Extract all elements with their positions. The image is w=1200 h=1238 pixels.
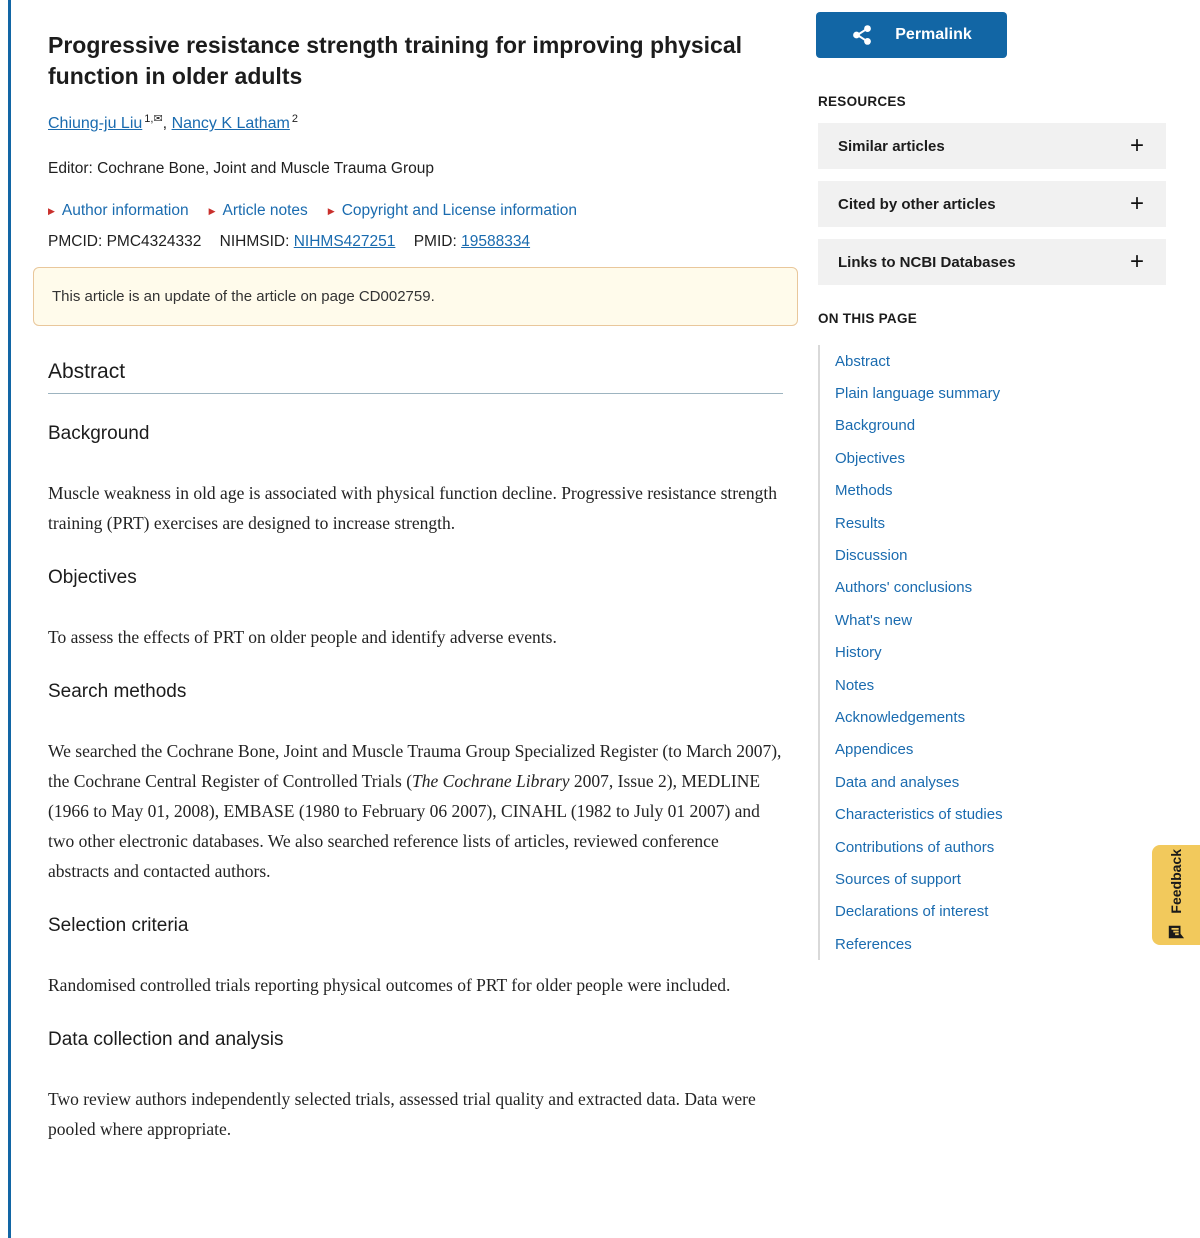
- article-title: Progressive resistance strength training for improving physical function in older adults: [48, 32, 743, 89]
- nav-link-plain-language-summary[interactable]: Plain language summary: [835, 385, 1001, 403]
- nav-item: [835, 377, 1166, 409]
- nav-item: [835, 604, 1166, 636]
- nav-link-discussion[interactable]: Discussion: [835, 547, 908, 565]
- nav-item: [835, 475, 1166, 507]
- nav-item: [835, 896, 1166, 928]
- section-text-selection-criteria: Randomised controlled trials reporting physical outcomes of PRT for older people were included.: [48, 975, 731, 996]
- accordion-label: Similar articles: [838, 137, 945, 155]
- nav-item: [835, 863, 1166, 895]
- on-this-page-nav: [818, 345, 1166, 960]
- triangle-marker-icon: ▶: [327, 205, 335, 216]
- plus-icon: +: [1129, 190, 1144, 217]
- feedback-label: Feedback: [1168, 849, 1184, 914]
- feedback-form-icon: [1167, 923, 1185, 941]
- editor-line: Editor: Cochrane Bone, Joint and Muscle Trauma Group: [48, 160, 434, 178]
- author-information-toggle[interactable]: [48, 202, 189, 220]
- article-identifiers: [48, 233, 783, 251]
- permalink-label: Permalink: [895, 26, 972, 43]
- update-notice-banner: This article is an update of the article on page CD002759.: [33, 267, 798, 326]
- nav-item: [835, 539, 1166, 571]
- nav-item: [835, 345, 1166, 377]
- accordion-cited-by[interactable]: [818, 181, 1166, 227]
- article-main-column: [48, 0, 783, 1144]
- section-text-background: Muscle weakness in old age is associated with physical function decline. Progressive resistance strength training (PRT) exercises are designed to increase strength.: [48, 483, 777, 534]
- page-accent-bar: [8, 0, 11, 1238]
- author-affiliation-sup: 2: [291, 113, 298, 125]
- section-heading-search-methods: Search methods: [48, 681, 187, 703]
- accordion-similar-articles[interactable]: [818, 123, 1166, 169]
- section-heading-objectives: Objectives: [48, 567, 137, 589]
- accordion-label: Links to NCBI Databases: [838, 253, 1016, 271]
- pmid-label: PMID:: [413, 233, 457, 251]
- pmid-link[interactable]: 19588334: [461, 233, 531, 251]
- search-methods-text-before: We searched the Cochrane Bone, Joint and Muscle Trauma Group Specialized Register (to March 2007), the Cochrane Central Register of Controlled Trials (: [48, 741, 782, 792]
- nav-link-background[interactable]: Background: [835, 417, 916, 435]
- nav-link-authors-conclusions[interactable]: Authors' conclusions: [835, 579, 973, 597]
- author: [172, 115, 298, 132]
- nav-item: [835, 701, 1166, 733]
- nav-link-contributions-of-authors[interactable]: Contributions of authors: [835, 838, 995, 856]
- resources-accordion: [818, 123, 1166, 285]
- author-link[interactable]: Chiung-ju Liu: [48, 115, 143, 133]
- section-text-data-collection: Two review authors independently selected trials, assessed trial quality and extracted data. Data were pooled where appropriate.: [48, 1089, 756, 1140]
- resources-heading: RESOURCES: [818, 94, 906, 109]
- nav-link-results[interactable]: Results: [835, 514, 886, 532]
- nav-item: [835, 928, 1166, 960]
- share-icon: [851, 24, 873, 46]
- author: [48, 115, 167, 132]
- section-heading-data-collection: Data collection and analysis: [48, 1029, 284, 1051]
- nav-item: [835, 669, 1166, 701]
- permalink-button[interactable]: [816, 12, 1007, 58]
- meta-link-label: Article notes: [222, 202, 308, 220]
- nav-item: [835, 637, 1166, 669]
- nav-item: [835, 734, 1166, 766]
- nav-link-abstract[interactable]: Abstract: [835, 352, 891, 370]
- nav-link-appendices[interactable]: Appendices: [835, 741, 914, 759]
- pmid-pair: [414, 233, 530, 250]
- feedback-button[interactable]: [1152, 845, 1200, 945]
- nav-link-acknowledgements[interactable]: Acknowledgements: [835, 708, 966, 726]
- nav-item: [835, 410, 1166, 442]
- pmcid-value: PMC4324332: [106, 233, 202, 251]
- section-text-objectives: To assess the effects of PRT on older people and identify adverse events.: [48, 627, 557, 648]
- meta-link-label: Author information: [61, 202, 189, 220]
- journal-name-italic: The Cochrane Library: [412, 771, 570, 792]
- pmcid-label: PMCID:: [48, 233, 103, 251]
- copyright-license-toggle[interactable]: [328, 202, 577, 220]
- nihmsid-pair: [220, 233, 396, 250]
- author-link[interactable]: Nancy K Latham: [171, 115, 290, 133]
- triangle-marker-icon: ▶: [48, 205, 55, 216]
- author-list: [48, 112, 783, 133]
- triangle-marker-icon: ▶: [208, 205, 216, 216]
- nav-item: [835, 831, 1166, 863]
- author-affiliation-sup: 1,✉: [144, 113, 163, 125]
- accordion-label: Cited by other articles: [838, 195, 996, 213]
- section-heading-selection-criteria: Selection criteria: [48, 915, 189, 937]
- nav-link-characteristics-of-studies[interactable]: Characteristics of studies: [835, 806, 1003, 824]
- nav-item: [835, 442, 1166, 474]
- author-separator: ,: [162, 115, 168, 133]
- on-this-page-heading: ON THIS PAGE: [818, 311, 917, 326]
- nav-link-methods[interactable]: Methods: [835, 482, 893, 500]
- nav-link-whats-new[interactable]: What's new: [835, 611, 913, 629]
- nav-link-history[interactable]: History: [835, 644, 882, 662]
- nav-item: [835, 798, 1166, 830]
- nav-item: [835, 507, 1166, 539]
- pmcid-pair: [48, 233, 201, 250]
- meta-link-label: Copyright and License information: [341, 202, 577, 220]
- right-sidebar: [818, 0, 1166, 960]
- plus-icon: +: [1129, 132, 1144, 159]
- section-text-search-methods: [48, 736, 783, 886]
- article-notes-toggle[interactable]: [209, 202, 308, 220]
- abstract-heading: Abstract: [48, 360, 783, 394]
- nihmsid-link[interactable]: NIHMS427251: [293, 233, 396, 251]
- nav-link-data-and-analyses[interactable]: Data and analyses: [835, 773, 960, 791]
- nihmsid-label: NIHMSID:: [219, 233, 290, 251]
- nav-link-declarations-of-interest[interactable]: Declarations of interest: [835, 903, 989, 921]
- nav-link-sources-of-support[interactable]: Sources of support: [835, 870, 961, 888]
- plus-icon: +: [1129, 248, 1144, 275]
- nav-link-notes[interactable]: Notes: [835, 676, 875, 694]
- nav-item: [835, 766, 1166, 798]
- accordion-ncbi-links[interactable]: [818, 239, 1166, 285]
- nav-link-objectives[interactable]: Objectives: [835, 449, 906, 467]
- section-heading-background: Background: [48, 423, 150, 445]
- article-meta-links: [48, 202, 783, 220]
- nav-link-references[interactable]: References: [835, 935, 912, 953]
- search-methods-text-after: 2007, Issue 2), MEDLINE (1966 to May 01, 2008), EMBASE (1980 to February 06 2007), CINAHL (1982 to July 01 2007) and two other electronic databases. We also searched reference lists of articles, reviewed conference abstracts and contacted authors.: [48, 771, 761, 882]
- nav-item: [835, 572, 1166, 604]
